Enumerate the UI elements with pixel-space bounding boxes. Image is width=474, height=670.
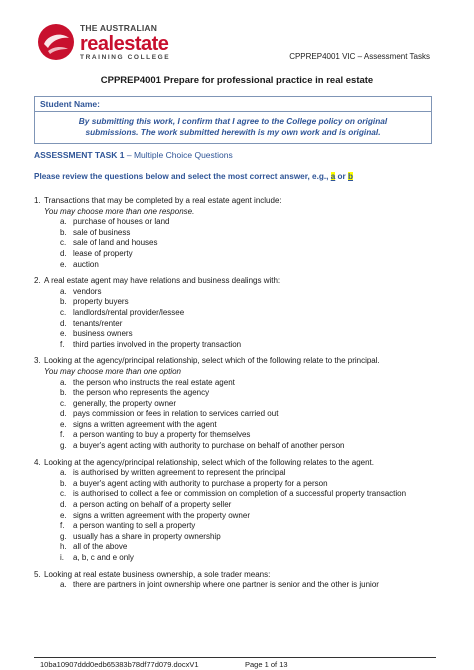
logo-line-bottom: TRAINING COLLEGE	[80, 53, 171, 61]
student-declaration-text: By submitting this work, I confirm that I agree to the College policy on original submissions. The work submitted herewith is my own work and is original.	[78, 116, 388, 137]
option-text: business owners	[73, 329, 133, 339]
option-letter: b.	[60, 388, 67, 398]
option-letter: f.	[60, 339, 65, 349]
option-text: a buyer's agent acting with authority to purchase a property for a person	[73, 478, 328, 488]
answer-options	[34, 468, 444, 563]
logo-globe-icon	[36, 22, 76, 62]
answer-option[interactable]	[34, 468, 444, 479]
option-letter: e.	[60, 259, 67, 269]
answer-option[interactable]	[34, 388, 444, 399]
option-text: auction	[73, 259, 99, 269]
question-item	[34, 458, 444, 564]
question-text: Looking at real estate business ownership, a sole trader means:	[44, 569, 271, 579]
option-letter: e.	[60, 419, 67, 429]
option-letter: d.	[60, 500, 67, 510]
option-text: there are partners in joint ownership where one partner is senior and the other is junior	[73, 580, 379, 590]
answer-option[interactable]	[34, 228, 444, 239]
answer-option[interactable]	[34, 521, 444, 532]
option-text: a person wanting to buy a property for themselves	[73, 430, 251, 440]
option-text: a person wanting to sell a property	[73, 521, 196, 531]
option-letter: a.	[60, 377, 67, 387]
option-letter: b.	[60, 227, 67, 237]
footer-divider	[34, 657, 436, 658]
answer-option[interactable]	[34, 260, 444, 271]
option-letter: f.	[60, 430, 65, 440]
question-item	[34, 356, 444, 451]
question-text: Looking at the agency/principal relationship, select which of the following relates to the agent.	[44, 457, 374, 467]
answer-options	[34, 580, 444, 591]
answer-option[interactable]	[34, 409, 444, 420]
question-number: 2.	[34, 276, 41, 286]
option-text: purchase of houses or land	[73, 217, 170, 227]
option-letter: c.	[60, 489, 67, 499]
option-text: generally, the property owner	[73, 398, 177, 408]
question-number: 5.	[34, 569, 41, 579]
option-text: signs a written agreement with the property owner	[73, 510, 250, 520]
answer-option[interactable]	[34, 217, 444, 228]
option-letter: d.	[60, 318, 67, 328]
student-declaration-box	[34, 96, 432, 144]
instructions: Please review the questions below and select the most correct answer, e.g., a or b	[34, 172, 354, 181]
task-heading: ASSESSMENT TASK 1 – Multiple Choice Questions	[34, 150, 233, 160]
answer-option[interactable]	[34, 238, 444, 249]
answer-option[interactable]	[34, 532, 444, 543]
option-text: a person acting on behalf of a property seller	[73, 500, 232, 510]
answer-option[interactable]	[34, 399, 444, 410]
answer-option[interactable]	[34, 340, 444, 351]
answer-option[interactable]	[34, 441, 444, 452]
option-text: signs a written agreement with the agent	[73, 419, 217, 429]
option-text: tenants/renter	[73, 318, 123, 328]
option-letter: a.	[60, 217, 67, 227]
answer-option[interactable]	[34, 378, 444, 389]
question-note: You may choose more than one response.	[44, 206, 195, 216]
answer-option[interactable]	[34, 308, 444, 319]
option-text: property buyers	[73, 297, 129, 307]
option-text: a, b, c and e only	[73, 553, 134, 562]
option-letter: a.	[60, 286, 67, 296]
option-text: sale of land and houses	[73, 238, 158, 248]
question-list	[34, 196, 444, 597]
question-item	[34, 196, 444, 270]
answer-option[interactable]	[34, 542, 444, 553]
option-letter: h.	[60, 542, 67, 552]
option-letter: g.	[60, 441, 67, 451]
option-letter: a.	[60, 580, 67, 590]
answer-option[interactable]	[34, 420, 444, 431]
student-name-label: Student Name:	[35, 97, 431, 112]
answer-option[interactable]	[34, 489, 444, 500]
answer-options	[34, 287, 444, 351]
option-letter: d.	[60, 248, 67, 258]
question-item	[34, 570, 444, 591]
option-letter: c.	[60, 307, 67, 317]
option-letter: b.	[60, 478, 67, 488]
option-text: all of the above	[73, 542, 128, 552]
question-number: 1.	[34, 196, 41, 205]
option-letter: f.	[60, 521, 65, 531]
header-doc-label: CPPREP4001 VIC – Assessment Tasks	[289, 52, 430, 61]
option-text: usually has a share in property ownership	[73, 531, 221, 541]
option-text: a buyer's agent acting with authority to purchase on behalf of another person	[73, 441, 345, 451]
answer-options	[34, 217, 444, 270]
option-text: third parties involved in the property transaction	[73, 339, 242, 349]
option-text: is authorised to collect a fee or commission on completion of a successful property transaction	[73, 489, 407, 499]
answer-option[interactable]	[34, 479, 444, 490]
answer-option[interactable]	[34, 329, 444, 340]
question-text: A real estate agent may have relations and business dealings with:	[44, 276, 281, 286]
footer-page-number: Page 1 of 13	[245, 660, 288, 669]
option-letter: a.	[60, 468, 67, 478]
document-title: CPPREP4001 Prepare for professional practice in real estate	[100, 75, 374, 86]
answer-option[interactable]	[34, 580, 444, 591]
answer-option[interactable]	[34, 553, 444, 564]
answer-option[interactable]	[34, 500, 444, 511]
option-text: the person who represents the agency	[73, 388, 210, 398]
option-letter: c.	[60, 238, 67, 248]
answer-option[interactable]	[34, 511, 444, 522]
option-letter: e.	[60, 329, 67, 339]
college-logo	[36, 22, 196, 66]
question-text: Looking at the agency/principal relationship, select which of the following relate to the principal.	[44, 356, 380, 366]
answer-option[interactable]	[34, 287, 444, 298]
answer-option[interactable]	[34, 319, 444, 330]
option-text: the person who instructs the real estate agent	[73, 377, 235, 387]
option-text: pays commission or fees in relation to services carried out	[73, 409, 279, 419]
answer-option[interactable]	[34, 297, 444, 308]
option-letter: e.	[60, 510, 67, 520]
question-note: You may choose more than one option	[44, 366, 181, 376]
question-number: 3.	[34, 356, 41, 366]
option-text: landlords/rental provider/lessee	[73, 307, 185, 317]
option-text: is authorised by written agreement to represent the principal	[73, 468, 286, 478]
option-letter: d.	[60, 409, 67, 419]
option-text: vendors	[73, 286, 102, 296]
logo-line-top: THE AUSTRALIAN	[80, 23, 158, 33]
footer-filename: 10ba10907ddd0edb65383b78df77d079.docxV1	[40, 660, 199, 669]
answer-options	[34, 378, 444, 452]
option-text: sale of business	[73, 227, 131, 237]
question-item	[34, 276, 444, 350]
question-number: 4.	[34, 457, 41, 467]
option-letter: g.	[60, 531, 67, 541]
option-text: lease of property	[73, 248, 133, 258]
option-letter: i.	[60, 553, 64, 562]
answer-option[interactable]	[34, 249, 444, 260]
option-letter: b.	[60, 297, 67, 307]
option-letter: c.	[60, 398, 67, 408]
logo-brand-name: realestate	[80, 32, 169, 55]
answer-option[interactable]	[34, 430, 444, 441]
question-text: Transactions that may be completed by a real estate agent include:	[44, 196, 282, 205]
